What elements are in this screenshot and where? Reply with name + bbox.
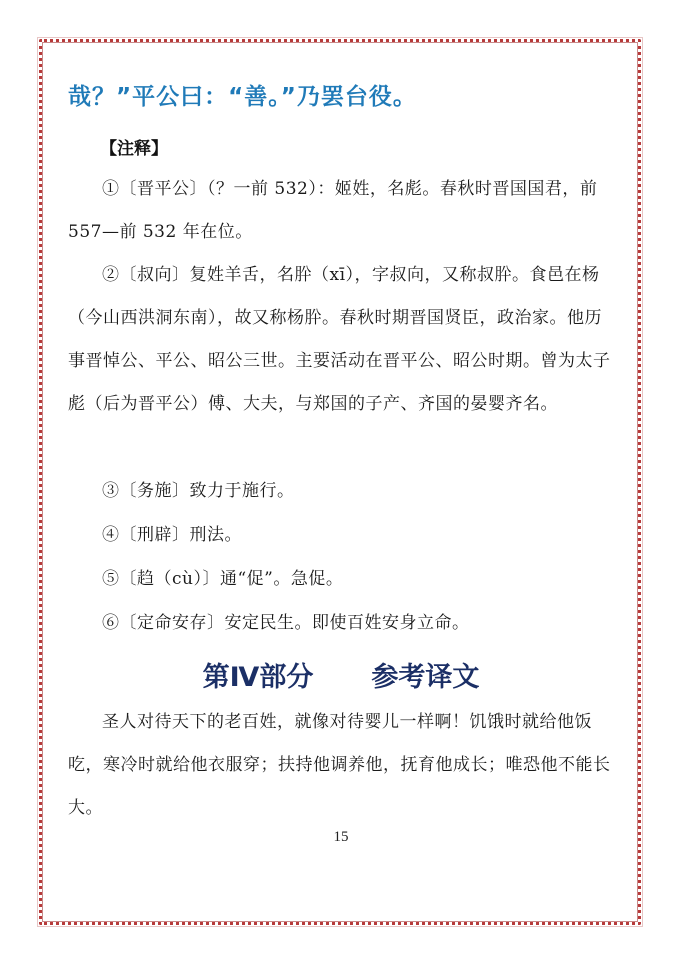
continued-text-heading: 哉？”平公曰：“善。”乃罢台役。 <box>68 84 417 110</box>
note-item: ⑤〔趋（cù）〕通“促”。急促。 <box>102 569 344 589</box>
translation-paragraph: 圣人对待天下的老百姓，就像对待婴儿一样啊！饥饿时就给他饭吃，寒冷时就给他衣服穿；扶持他调养他，抚育他成长；唯恐他不能长大。 <box>68 712 611 818</box>
page-number: 15 <box>333 829 349 845</box>
note-item: ⑥〔定命安存〕安定民生。即使百姓安身立命。 <box>102 613 470 633</box>
note-item: ④〔刑辟〕刑法。 <box>102 525 242 545</box>
notes-title: 【注释】 <box>100 139 168 159</box>
section-part: 第Ⅳ部分 <box>202 662 314 693</box>
section-title-text: 参考译文 <box>371 662 480 693</box>
note-item: ③〔务施〕致力于施行。 <box>102 481 295 501</box>
section-heading <box>0 655 682 694</box>
note-item: ②〔叔向〕复姓羊舌，名肸（xī），字叔向，又称叔肸。食邑在杨（今山西洪洞东南），故又称杨肸。春秋时期晋国贤臣，政治家。他历事晋悼公、平公、昭公三世。主要活动在晋平公、昭公时期。曾为太子彪（后为晋平公）傅、大夫，与郑国的子产、齐国的晏婴齐名。 <box>68 265 611 414</box>
note-item: ①〔晋平公〕（？一前 532）：姬姓，名彪。春秋时晋国国君，前 557—前 532 年在位。 <box>68 179 598 242</box>
